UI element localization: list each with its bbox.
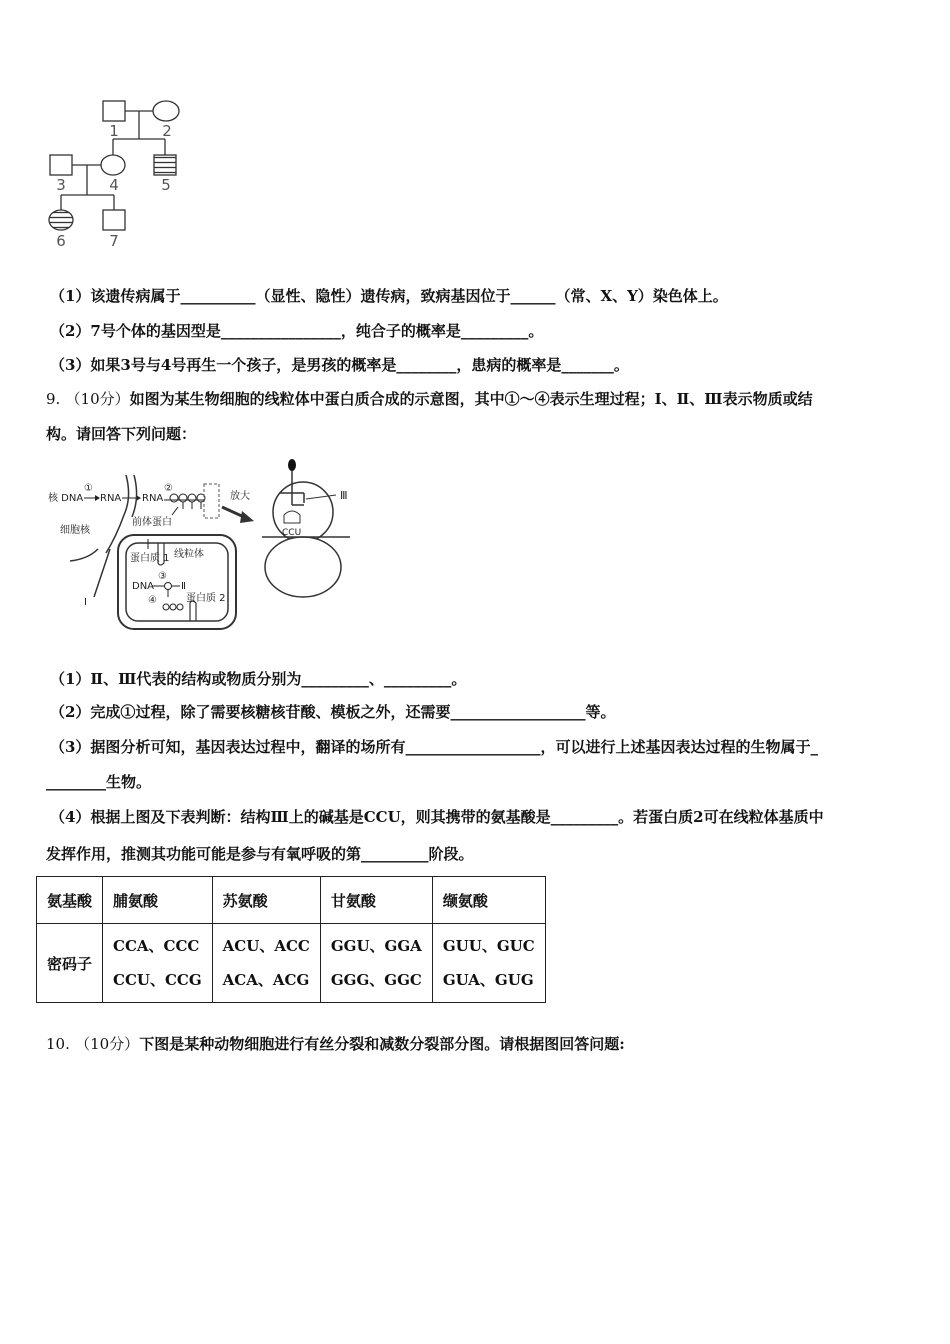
q9-sub2: （2）完成①过程，除了需要核糖核苷酸、模板之外，还需要__________________等。 [50,703,616,721]
diagram-step4: ④ [148,595,157,606]
q10-score: （10分） [75,1035,140,1053]
diagram-label-II: Ⅱ [181,581,186,592]
q10-number: 10. [46,1035,70,1053]
q8-sub1: （1）该遗传病属于__________（显性、隐性）遗传病，致病基因位于______（常、X、Y）染色体上。 [50,287,728,305]
pedigree-label-5: 5 [161,176,171,194]
individual-3-male [50,155,72,175]
pedigree-chart [40,90,240,350]
diagram-anticodon: CCU [282,528,302,538]
table-row [37,924,546,1003]
diagram-zoom-label: 放大 [230,491,250,502]
diagram-label-I: Ⅰ [84,597,87,608]
table-header-cell: 脯氨酸 [103,877,213,924]
table-header-cell: 氨基酸 [37,877,103,924]
table-header-cell: 甘氨酸 [320,877,432,924]
diagram-step1: ① [84,483,93,494]
q9-score: （10分） [65,390,130,408]
pedigree-label-7: 7 [109,232,119,250]
diagram-nucleus-label: 细胞核 [60,525,90,536]
table-header-row [37,877,546,924]
table-header-cell: 苏氨酸 [212,877,320,924]
diagram-rna-nucleus: RNA [100,493,122,504]
individual-7-male [103,210,125,230]
diagram-protein1: 蛋白质 1 [130,553,170,564]
diagram-nuclear-dna: 核 DNA [48,493,84,504]
individual-5-affected-male [154,155,176,175]
pedigree-label-6: 6 [56,232,66,250]
diagram-mito-label: 线粒体 [174,549,204,560]
individual-4-female [101,155,125,175]
diagram-rna-cytoplasm: RNA [142,493,164,504]
q9-number: 9. [46,390,61,408]
q9-sub1: （1）Ⅱ、Ⅲ代表的结构或物质分别为_________、_________。 [50,670,467,688]
q9-sub4-cont: 发挥作用，推测其功能可能是参与有氧呼吸的第_________阶段。 [46,845,474,863]
table-header-cell: 缬氨酸 [432,877,545,924]
pedigree-label-3: 3 [56,176,66,194]
q9-stem-text: 如图为某生物细胞的线粒体中蛋白质合成的示意图，其中①～④表示生理过程；Ⅰ、Ⅱ、Ⅲ表示物质或结 [129,390,813,408]
individual-1-male [103,101,125,121]
individual-2-female [153,101,179,121]
diagram-protein2: 蛋白质 2 [186,593,226,604]
q9-sub4: （4）根据上图及下表判断：结构Ⅲ上的碱基是CCU，则其携带的氨基酸是_________。若蛋白质2可在线粒体基质中 [50,808,824,826]
pedigree-label-2: 2 [162,122,172,140]
q8-sub2: （2）7号个体的基因型是________________，纯合子的概率是_________。 [50,322,544,340]
q9-sub3: （3）据图分析可知，基因表达过程中，翻译的场所有__________________，可以进行上述基因表达过程的生物属于_ [50,738,818,756]
table-cell: CCA、CCC CCU、CCG [103,924,213,1003]
mitochondria-diagram [40,457,370,637]
table-cell: ACU、ACC ACA、ACG [212,924,320,1003]
diagram-mt-dna: DNA [132,581,155,592]
codon-table [36,876,546,1003]
table-cell: GUU、GUC GUA、GUG [432,924,545,1003]
individual-6-affected-female [49,210,73,230]
diagram-step2: ② [164,483,173,494]
q9-stem [46,389,813,409]
diagram-precursor-protein: 前体蛋白 [132,517,172,528]
q9-sub3-cont: ________生物。 [46,773,152,791]
q10-stem-text: 下图是某种动物细胞进行有丝分裂和减数分裂部分图。请根据图回答问题: [139,1035,625,1053]
q9-stem-cont: 构。请回答下列问题： [46,425,197,443]
pedigree-label-1: 1 [109,122,119,140]
diagram-label-III: Ⅲ [340,489,348,502]
table-row-label: 密码子 [37,924,103,1003]
table-cell: GGU、GGA GGG、GGC [320,924,432,1003]
diagram-step3: ③ [158,571,167,582]
pedigree-label-4: 4 [109,176,119,194]
q10-stem [46,1034,625,1054]
q8-sub3: （3）如果3号与4号再生一个孩子，是男孩的概率是________，患病的概率是_______。 [50,356,629,374]
